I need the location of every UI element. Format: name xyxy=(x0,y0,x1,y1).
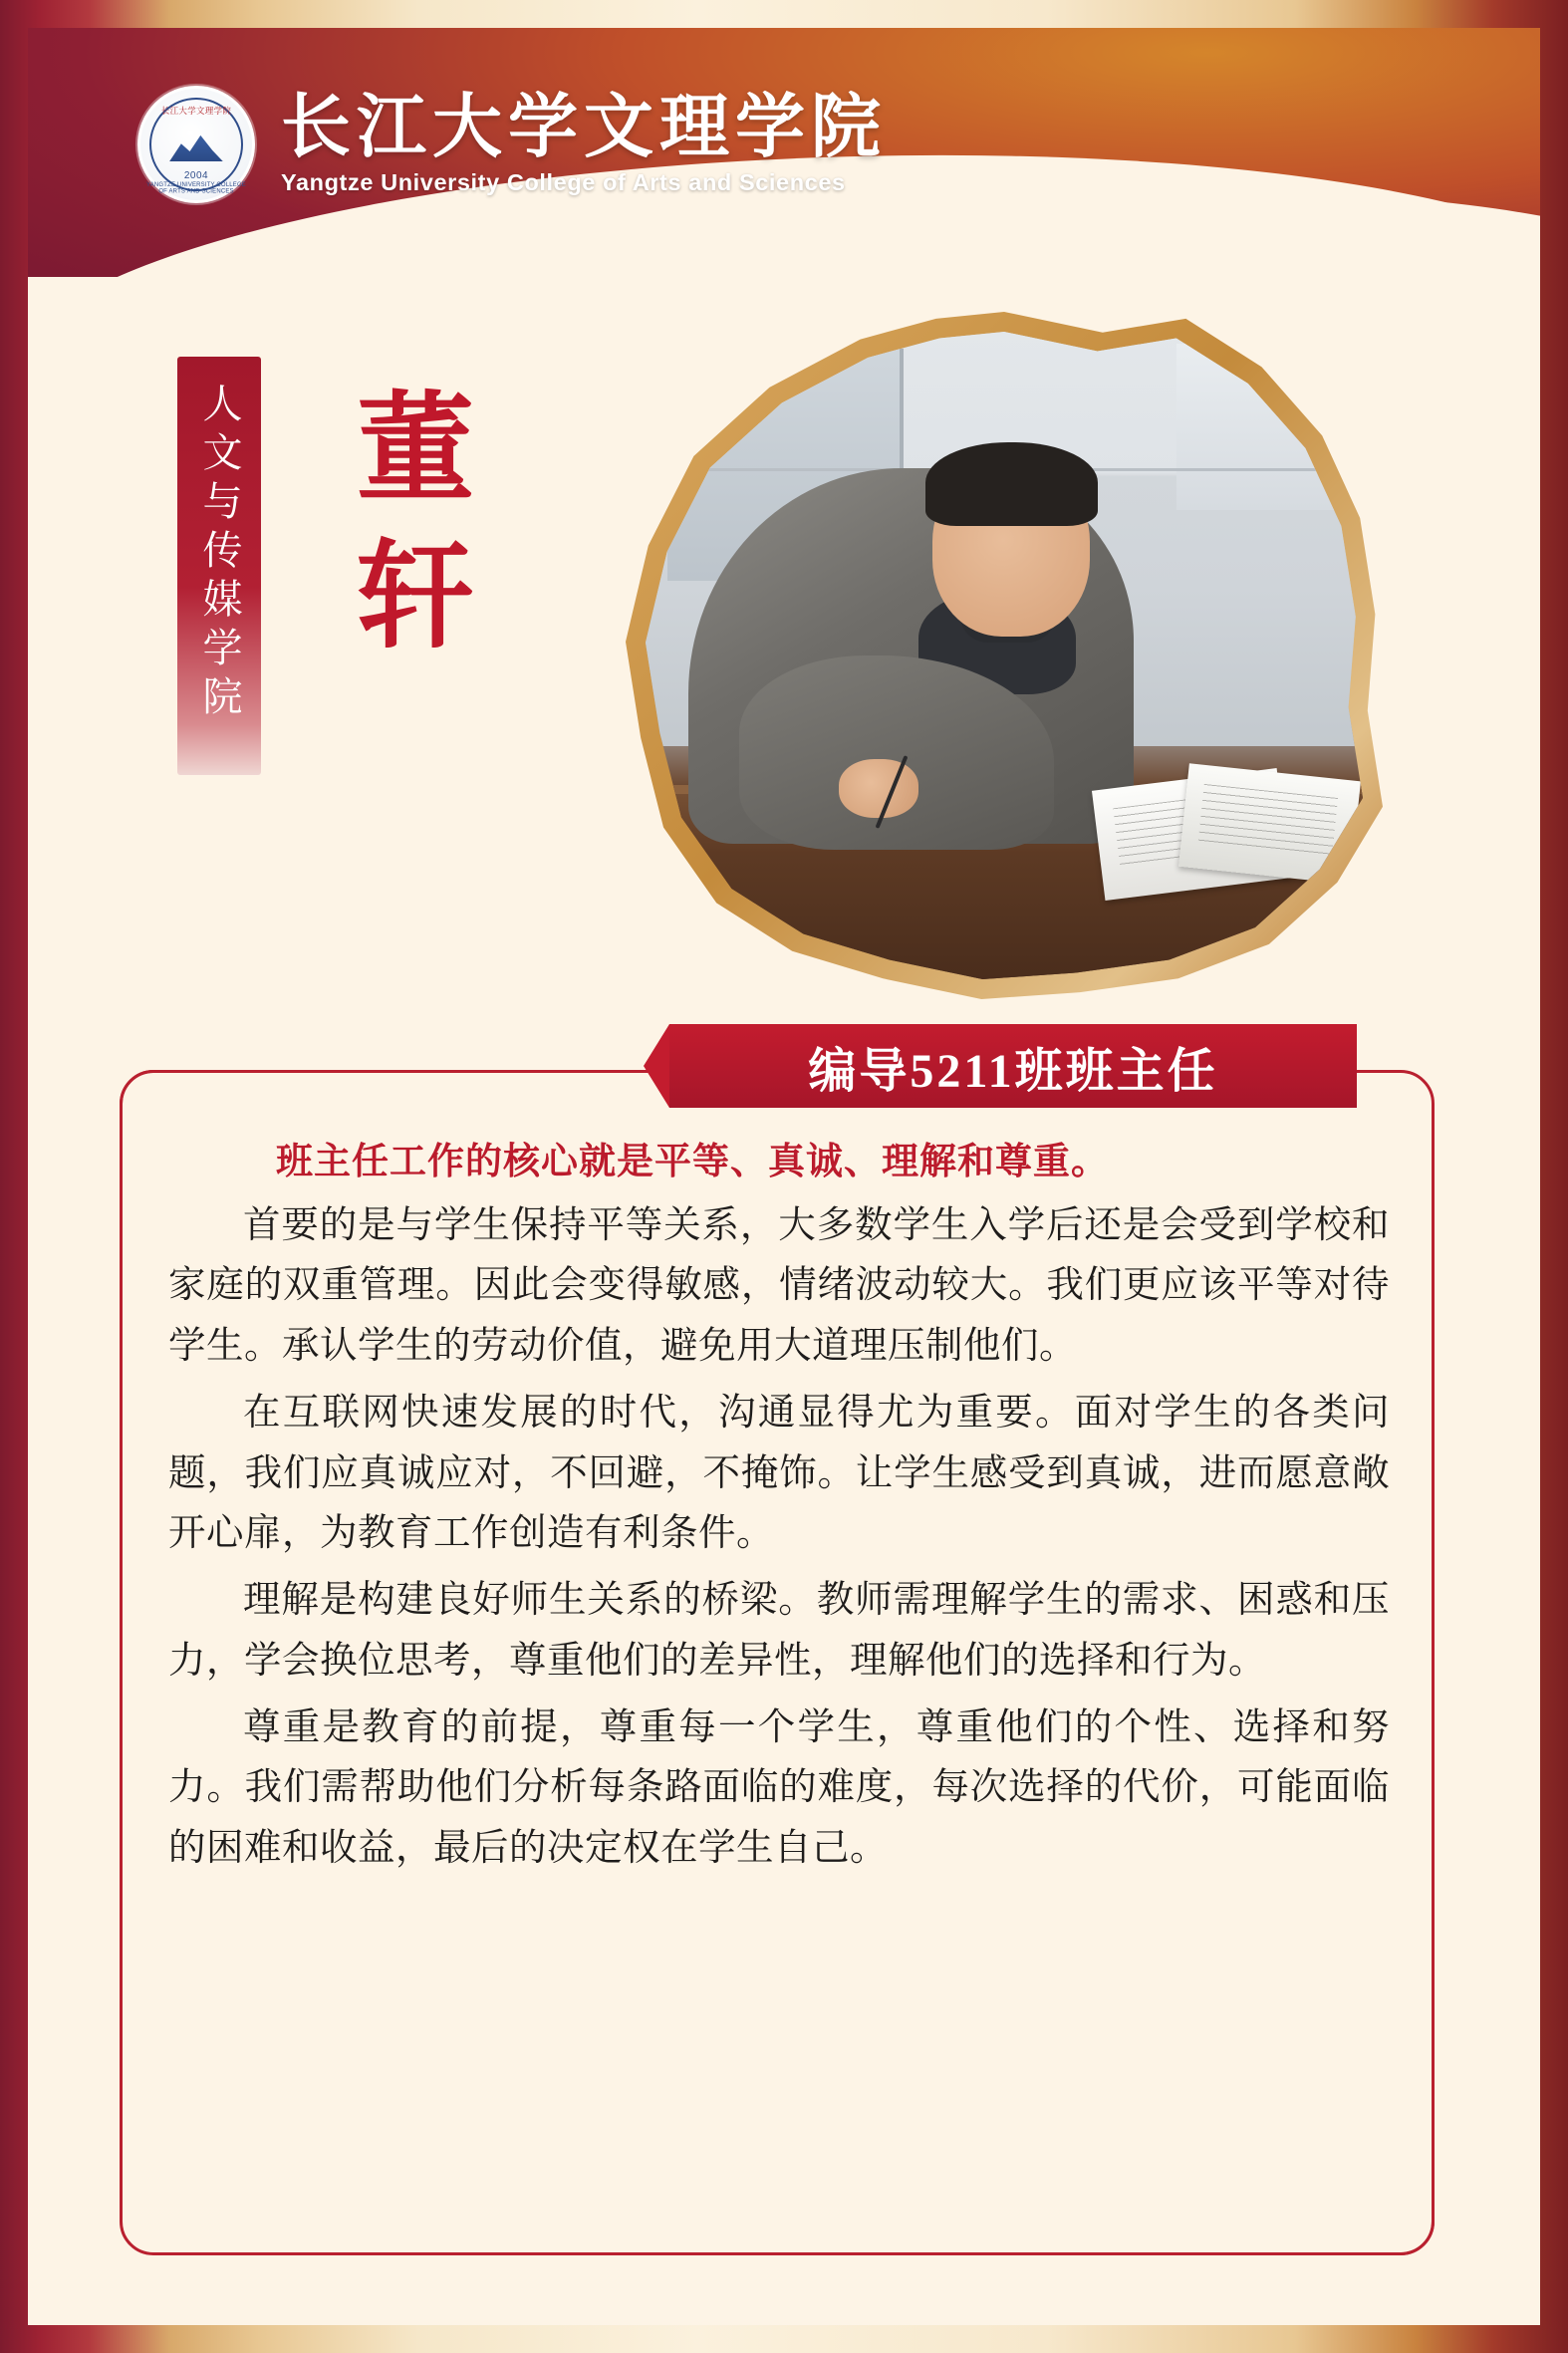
portrait-frame xyxy=(626,312,1383,999)
content-paragraph-1: 首要的是与学生保持平等关系，大多数学生入学后还是会受到学校和家庭的双重管理。因此会变得敏感，情绪波动较大。我们更应该平等对待学生。承认学生的劳动价值，避免用大道理压制他们。 xyxy=(168,1204,1390,1367)
photo-person-hand xyxy=(839,759,917,818)
role-banner xyxy=(669,1024,1357,1108)
person-name: 董轩 xyxy=(356,385,476,662)
brand-lockup xyxy=(137,86,887,203)
brand-title-en: Yangtze University College of Arts and Sciences xyxy=(281,168,846,195)
content-paragraph-3: 理解是构建良好师生关系的桥梁。教师需理解学生的需求、困惑和压力，学会换位思考，尊重他们的差异性，理解他们的选择和行为。 xyxy=(168,1580,1390,1682)
content-card xyxy=(120,1070,1435,2255)
content-paragraph-4: 尊重是教育的前提，尊重每一个学生，尊重他们的个性、选择和努力。我们需帮助他们分析每条路面临的难度，每次选择的代价，可能面临的困难和收益，最后的决定权在学生自己。 xyxy=(168,1706,1390,1869)
seal-year: 2004 xyxy=(183,170,209,181)
content-body xyxy=(168,1135,1390,1880)
poster-header xyxy=(28,28,1540,277)
university-seal-icon xyxy=(137,86,255,203)
poster-inner xyxy=(28,28,1540,2325)
department-ribbon xyxy=(177,357,261,775)
department-label: 人文与传媒学院 xyxy=(197,383,242,724)
photo-person-hair xyxy=(925,442,1098,527)
card-corner-bottom-right xyxy=(1345,2166,1435,2255)
seal-bottom-text: YANGTZE UNIVERSITY COLLEGE OF ARTS AND SCIENCES xyxy=(146,181,246,195)
content-lead: 班主任工作的核心就是平等、真诚、理解和尊重。 xyxy=(276,1142,1109,1182)
content-paragraph-2: 在互联网快速发展的时代，沟通显得尤为重要。面对学生的各类问题，我们应真诚应对，不回避，不掩饰。让学生感受到真诚，进而愿意敞开心扉，为教育工作创造有利条件。 xyxy=(168,1392,1390,1555)
photo-book-text-lines-right xyxy=(1198,784,1338,856)
brand-titles xyxy=(281,89,887,196)
seal-top-text: 长江大学文理学院 xyxy=(160,106,232,116)
brand-title-cn: 长江大学文理学院 xyxy=(281,89,887,166)
role-banner-label: 编导5211班班主任 xyxy=(808,1044,1218,1098)
